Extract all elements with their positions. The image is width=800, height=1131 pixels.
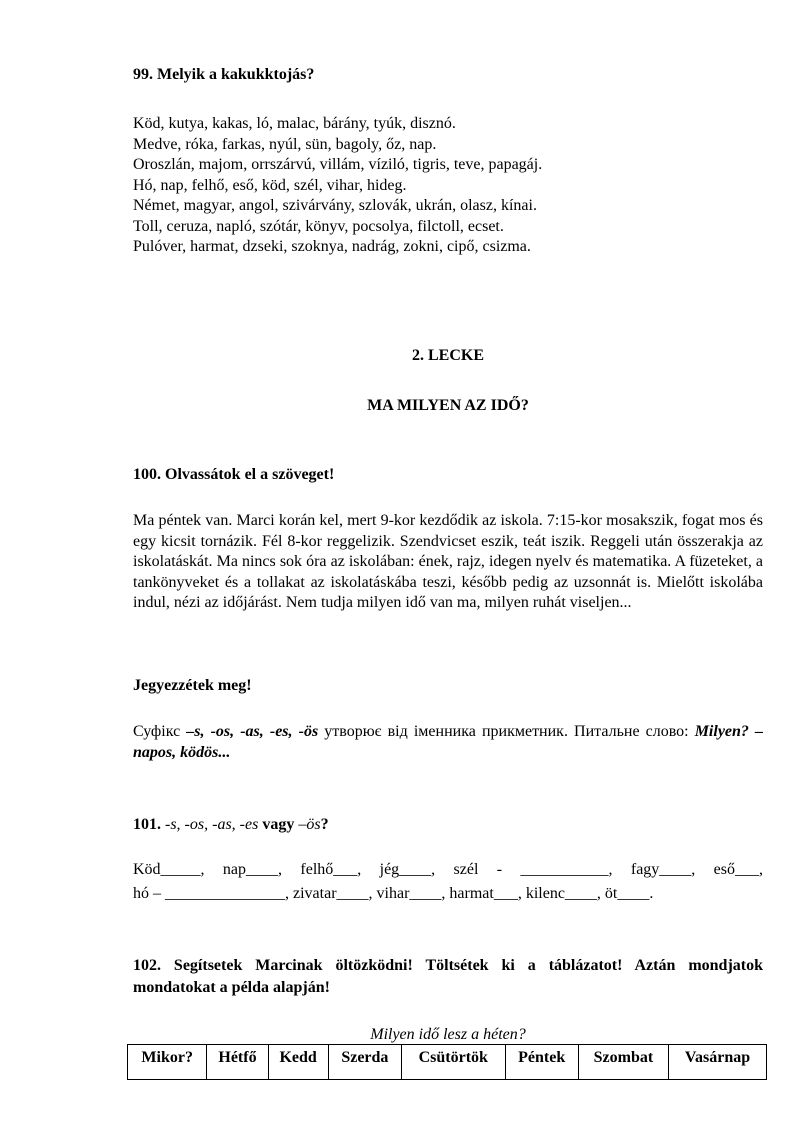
note-example: Milyen? – napos, ködös...: [133, 723, 764, 761]
list-item: Pulóver, harmat, dzseki, szoknya, nadrág, zokni, cipő, csizma.: [133, 238, 531, 255]
list-item: Köd, kutya, kakas, ló, malac, bárány, tyúk, disznó.: [133, 115, 456, 132]
exercise-101-title: [133, 815, 329, 835]
header-cell-pentek: Péntek: [505, 1045, 578, 1080]
exercise-100-text: Ma péntek van. Marci korán kel, mert 9-kor kezdődik az iskola. 7:15-kor mosakszik, fogat mos és egy kicsit tornázik. Fél 8-kor reggelizik. Szendvicset eszik, teát iszik. Reggeli után összerakja az iskolatáskát. Ma nincs sok óra az iskolában: ének, rajz, idegen nyelv és matematika. A füzeteket, a tankönyveket és a tollakat az iskolatáskába teszi, később pedig az uzsonnát is. Mielőtt iskolába indul, nézi az időjárást. Nem tudja milyen idő van ma, milyen ruhát viseljen...: [133, 512, 763, 612]
note-suffixes: –s, -os, -as, -es, -ös: [186, 723, 319, 740]
exercise-101-number: 101.: [133, 816, 161, 833]
exercise-100-title: 100. Olvassátok el a szöveget!: [133, 466, 335, 483]
exercise-101-vagy: vagy: [262, 816, 295, 833]
header-cell-szerda: Szerda: [328, 1045, 401, 1080]
header-cell-mikor: Mikor?: [128, 1045, 207, 1080]
note-text: [133, 721, 763, 763]
table-caption: Milyen idő lesz a héten?: [370, 1026, 526, 1043]
list-item: Toll, ceruza, napló, szótár, könyv, pocsolya, filctoll, ecset.: [133, 217, 504, 235]
note-prefix: Суфікс: [133, 723, 187, 740]
exercise-101-line-2: hó – _______________, zivatar____, vihar____, harmat___, kilenc____, öt____.: [133, 885, 654, 902]
weather-table: [127, 1044, 767, 1080]
header-cell-hetfo: Hétfő: [207, 1045, 268, 1080]
list-item: Hó, nap, felhő, eső, köd, szél, vihar, hideg.: [133, 176, 407, 194]
exercise-101-last: –ös: [294, 816, 321, 833]
list-item: Német, magyar, angol, szivárvány, szlovák, ukrán, olasz, kínai.: [133, 197, 537, 214]
lesson-number: 2. LECKE: [411, 347, 484, 364]
list-item: Medve, róka, farkas, nyúl, sün, bagoly, őz, nap.: [133, 135, 437, 153]
table-row: [128, 1045, 767, 1080]
note-middle: утворює від іменника прикметник. Питальне слово:: [318, 723, 695, 740]
note-title: Jegyezzétek meg!: [133, 677, 252, 694]
exercise-102-title: 102. Segítsetek Marcinak öltözködni! Töltsétek ki a táblázatot! Aztán mondjatok mondatokat a példa alapján!: [133, 957, 763, 996]
exercise-101-line-1: Köd_____, nap____, felhő___, jég____, szél - ___________, fagy____, eső___,: [133, 861, 763, 878]
header-cell-kedd: Kedd: [268, 1045, 328, 1080]
exercise-101-suffixes: -s, -os, -as, -es: [161, 816, 263, 833]
header-cell-csutortok: Csütörtök: [402, 1045, 505, 1080]
list-item: Oroszlán, majom, orrszárvú, villám, víziló, tigris, teve, papagáj.: [133, 156, 543, 173]
lesson-title: MA MILYEN AZ IDŐ?: [367, 397, 529, 414]
exercise-101-qmark: ?: [320, 816, 329, 833]
exercise-99-title: 99. Melyik a kakukktojás?: [133, 66, 315, 83]
exercise-99-list: [133, 114, 542, 258]
header-cell-szombat: Szombat: [578, 1045, 668, 1080]
header-cell-vasarnap: Vasárnap: [669, 1045, 767, 1080]
